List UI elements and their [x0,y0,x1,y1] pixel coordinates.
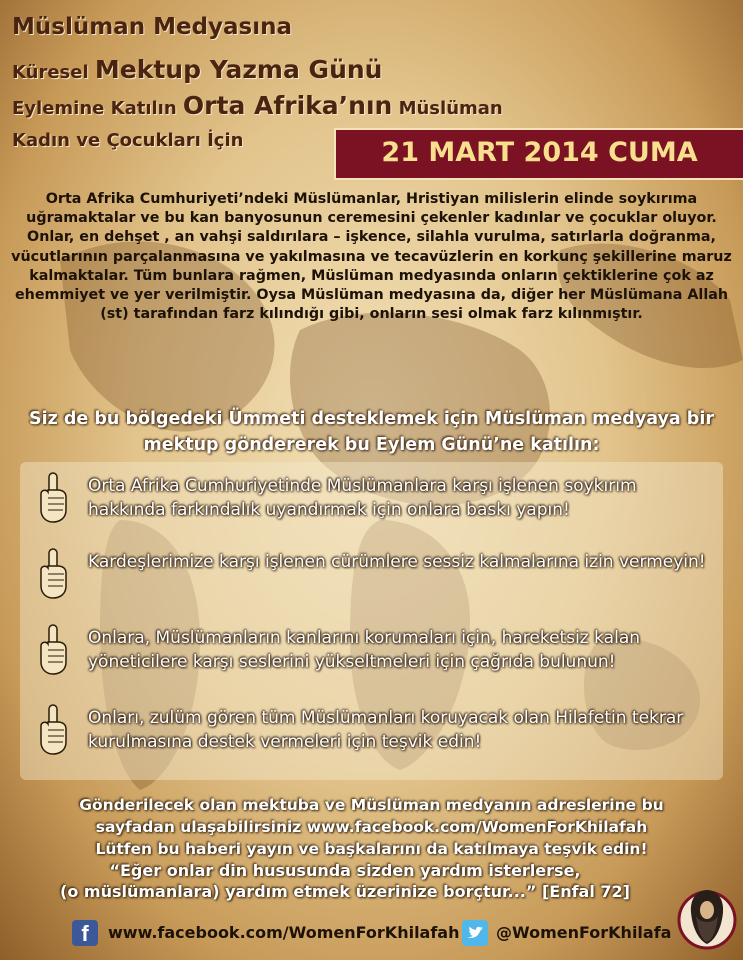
quote-line-2-text: (o müslümanlara) yardım etmek üzerinize borçtur...” [60,882,537,901]
quote-reference: [Enfal 72] [536,882,630,901]
footer-line-3: Lütfen bu haberi yayın ve başkalarını da katılmaya teşvik edin! [95,840,648,858]
action-item-text: Onlara, Müslümanların kanlarını korumaları için, hareketsiz kalan yöneticilere karşı seslerini yükseltmeleri için çağrıda bulunun! [88,628,641,672]
action-item [30,622,720,684]
action-item [30,702,720,764]
action-item [30,470,720,532]
pointing-hand-icon [36,472,70,524]
twitter-handle[interactable]: @WomenForKhilafa [496,923,672,942]
title-line-3 [12,91,503,120]
event-date: 21 MART 2014 CUMA [381,137,698,168]
title-line-1: Müslüman Medyasına [12,14,293,40]
title-line-2 [12,55,382,84]
action-item-text: Onları, zulüm gören tüm Müslümanları koruyacak olan Hilafetin tekrar kurulmasına destek vermeleri için teşvik edin! [88,708,684,752]
quote-line-2 [10,881,680,902]
pointing-hand-icon [36,624,70,676]
pointing-hand-icon [36,548,70,600]
title-line-3-emphasis: Orta Afrika’nın [182,91,393,120]
footer-line-2: sayfadan ulaşabilirsiniz www.facebook.com/WomenForKhilafah [95,818,648,836]
title-line-2-prefix: Küresel [12,62,95,83]
action-item-text: Kardeşlerimize karşı işlenen cürümlere sessiz kalmalarına izin vermeyin! [88,552,706,572]
date-banner [334,128,743,180]
title-line-4: Kadın ve Çocukları İçin [12,130,244,151]
title-line-2-emphasis: Mektup Yazma Günü [94,55,383,84]
intro-paragraph: Orta Afrika Cumhuriyeti’ndeki Müslümanlar, Hristiyan milislerin elinde soykırıma uğramaktalar ve bu kan banyosunun ceremesini çekenler kadınlar ve çocuklar oluyor. Onlar, en dehşet , an vahşi saldırılara – işkence, silahla vurulma, satırlarla doğranma, vücutlarının parçalanmasına ve yakılmasına ve tecavüzlerin en korkunç şekillerine maruz kalmaktalar. Tüm bunlara rağmen, Müslüman medyasında onların çektiklerine çok az ehemmiyet ve yer verilmiştir. Oysa Müslüman medyasına da, diğer her Müslümana Allah (st) tarafından farz kılındığı gibi, onların sesi olmak farz kılınmıştır. [11,191,732,323]
twitter-icon[interactable] [462,920,488,946]
title-line-3-prefix: Eylemine Katılın [12,98,183,119]
facebook-link[interactable]: www.facebook.com/WomenForKhilafah [108,923,460,942]
quote-line-1: “Eğer onlar din hususunda sizden yardım isterlerse, [109,861,581,880]
women-for-khilafah-logo [676,880,738,952]
pointing-hand-icon [36,704,70,756]
facebook-icon[interactable]: f [72,920,98,946]
quran-quote [10,860,680,902]
action-item [30,546,720,608]
action-item-text: Orta Afrika Cumhuriyetinde Müslümanlara karşı işlenen soykırım hakkında farkındalık uyandırmak için onlara baskı yapın! [88,476,637,520]
call-to-action: Siz de bu bölgedeki Ümmeti desteklemek için Müslüman medyaya bir mektup göndererek bu Eylem Günü’ne katılın: [29,409,714,455]
title-line-3-suffix: Müslüman [392,98,503,119]
footer-text [10,794,733,860]
footer-line-1: Gönderilecek olan mektuba ve Müslüman medyanın adreslerine bu [79,796,664,814]
